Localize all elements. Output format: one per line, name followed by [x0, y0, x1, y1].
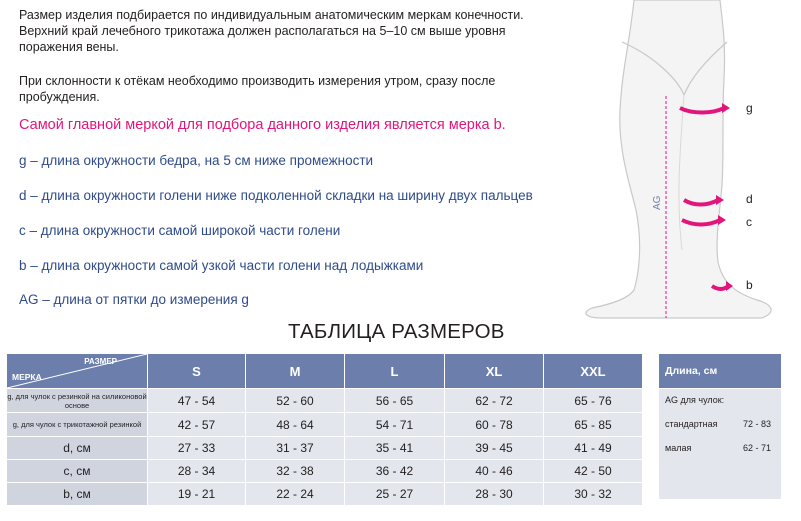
- table-cell: 32 - 38: [246, 459, 345, 482]
- length-table-header: Длина, см: [659, 354, 781, 388]
- size-table-corner: [7, 354, 148, 388]
- table-cell: 52 - 60: [246, 388, 345, 412]
- ag-label: AG: [652, 195, 663, 210]
- row-label-d: d, см: [7, 436, 148, 459]
- intro-paragraph-1: Размер изделия подбирается по индивидуальным анатомическим меркам конечности. Верхний край лечебного трикотажа должен располагаться на 5–10 см выше уровня поражения вены.: [19, 8, 524, 54]
- table-cell: 47 - 54: [148, 388, 246, 412]
- row-label-b: b, см: [7, 482, 148, 505]
- definition-c: c – длина окружности самой широкой части голени: [19, 223, 341, 238]
- key-measure-note: Самой главной меркой для подбора данного изделия является мерка b.: [19, 117, 506, 133]
- row-label-c: c, см: [7, 459, 148, 482]
- label-b: b: [746, 278, 753, 292]
- table-row: [7, 412, 643, 436]
- table-cell: 40 - 46: [445, 459, 544, 482]
- definition-d: d – длина окружности голени ниже подколенной складки на ширину двух пальцев: [19, 188, 533, 203]
- length-table-subtitle: AG для чулок:: [665, 395, 725, 405]
- size-table-title: ТАБЛИЦА РАЗМЕРОВ: [288, 320, 505, 343]
- table-cell: 25 - 27: [345, 482, 445, 505]
- leg-measurement-illustration: [572, 0, 801, 330]
- table-cell: 42 - 57: [148, 412, 246, 436]
- table-cell: 54 - 71: [345, 412, 445, 436]
- table-row: [7, 436, 643, 459]
- length-value-small: 62 - 71: [743, 443, 772, 453]
- length-table-body: [659, 389, 781, 499]
- size-header-s: S: [148, 354, 246, 388]
- label-d: d: [746, 192, 753, 206]
- table-row: [7, 482, 643, 505]
- table-cell: 48 - 64: [246, 412, 345, 436]
- corner-size-label: РАЗМЕР: [84, 357, 117, 366]
- row-label-g-silicone: g, для чулок с резинкой на силиконовой основе: [7, 388, 148, 412]
- row-label-g-knitted: g, для чулок с трикотажной резинкой: [7, 412, 148, 436]
- corner-measure-label: МЕРКА: [12, 372, 42, 382]
- definition-ag: AG – длина от пятки до измерения g: [19, 292, 249, 307]
- table-row: [7, 388, 643, 412]
- table-cell: 22 - 24: [246, 482, 345, 505]
- size-header-xl: XL: [445, 354, 544, 388]
- table-cell: 39 - 45: [445, 436, 544, 459]
- table-cell: 27 - 33: [148, 436, 246, 459]
- table-cell: 31 - 37: [246, 436, 345, 459]
- table-cell: 41 - 49: [544, 436, 643, 459]
- table-cell: 60 - 78: [445, 412, 544, 436]
- table-cell: 28 - 30: [445, 482, 544, 505]
- table-row: [7, 459, 643, 482]
- length-label-small: малая: [665, 443, 692, 453]
- table-cell: 19 - 21: [148, 482, 246, 505]
- size-header-m: M: [246, 354, 345, 388]
- table-cell: 62 - 72: [445, 388, 544, 412]
- table-cell: 35 - 41: [345, 436, 445, 459]
- table-cell: 36 - 42: [345, 459, 445, 482]
- table-cell: 30 - 32: [544, 482, 643, 505]
- table-cell: 42 - 50: [544, 459, 643, 482]
- size-header-xxl: XXL: [544, 354, 643, 388]
- intro-paragraph-2: При склонности к отёкам необходимо производить измерения утром, сразу после пробуждения.: [19, 74, 496, 104]
- size-table: [7, 354, 643, 505]
- length-value-standard: 72 - 83: [743, 419, 772, 429]
- table-cell: 28 - 34: [148, 459, 246, 482]
- definition-g: g – длина окружности бедра, на 5 см ниже промежности: [19, 153, 374, 168]
- table-cell: 65 - 85: [544, 412, 643, 436]
- length-label-standard: стандартная: [665, 419, 718, 429]
- definition-b: b – длина окружности самой узкой части голени над лодыжками: [19, 258, 424, 273]
- table-cell: 56 - 65: [345, 388, 445, 412]
- table-cell: 65 - 76: [544, 388, 643, 412]
- size-header-l: L: [345, 354, 445, 388]
- label-g: g: [746, 101, 753, 115]
- label-c: c: [746, 215, 752, 229]
- length-table: [659, 354, 781, 499]
